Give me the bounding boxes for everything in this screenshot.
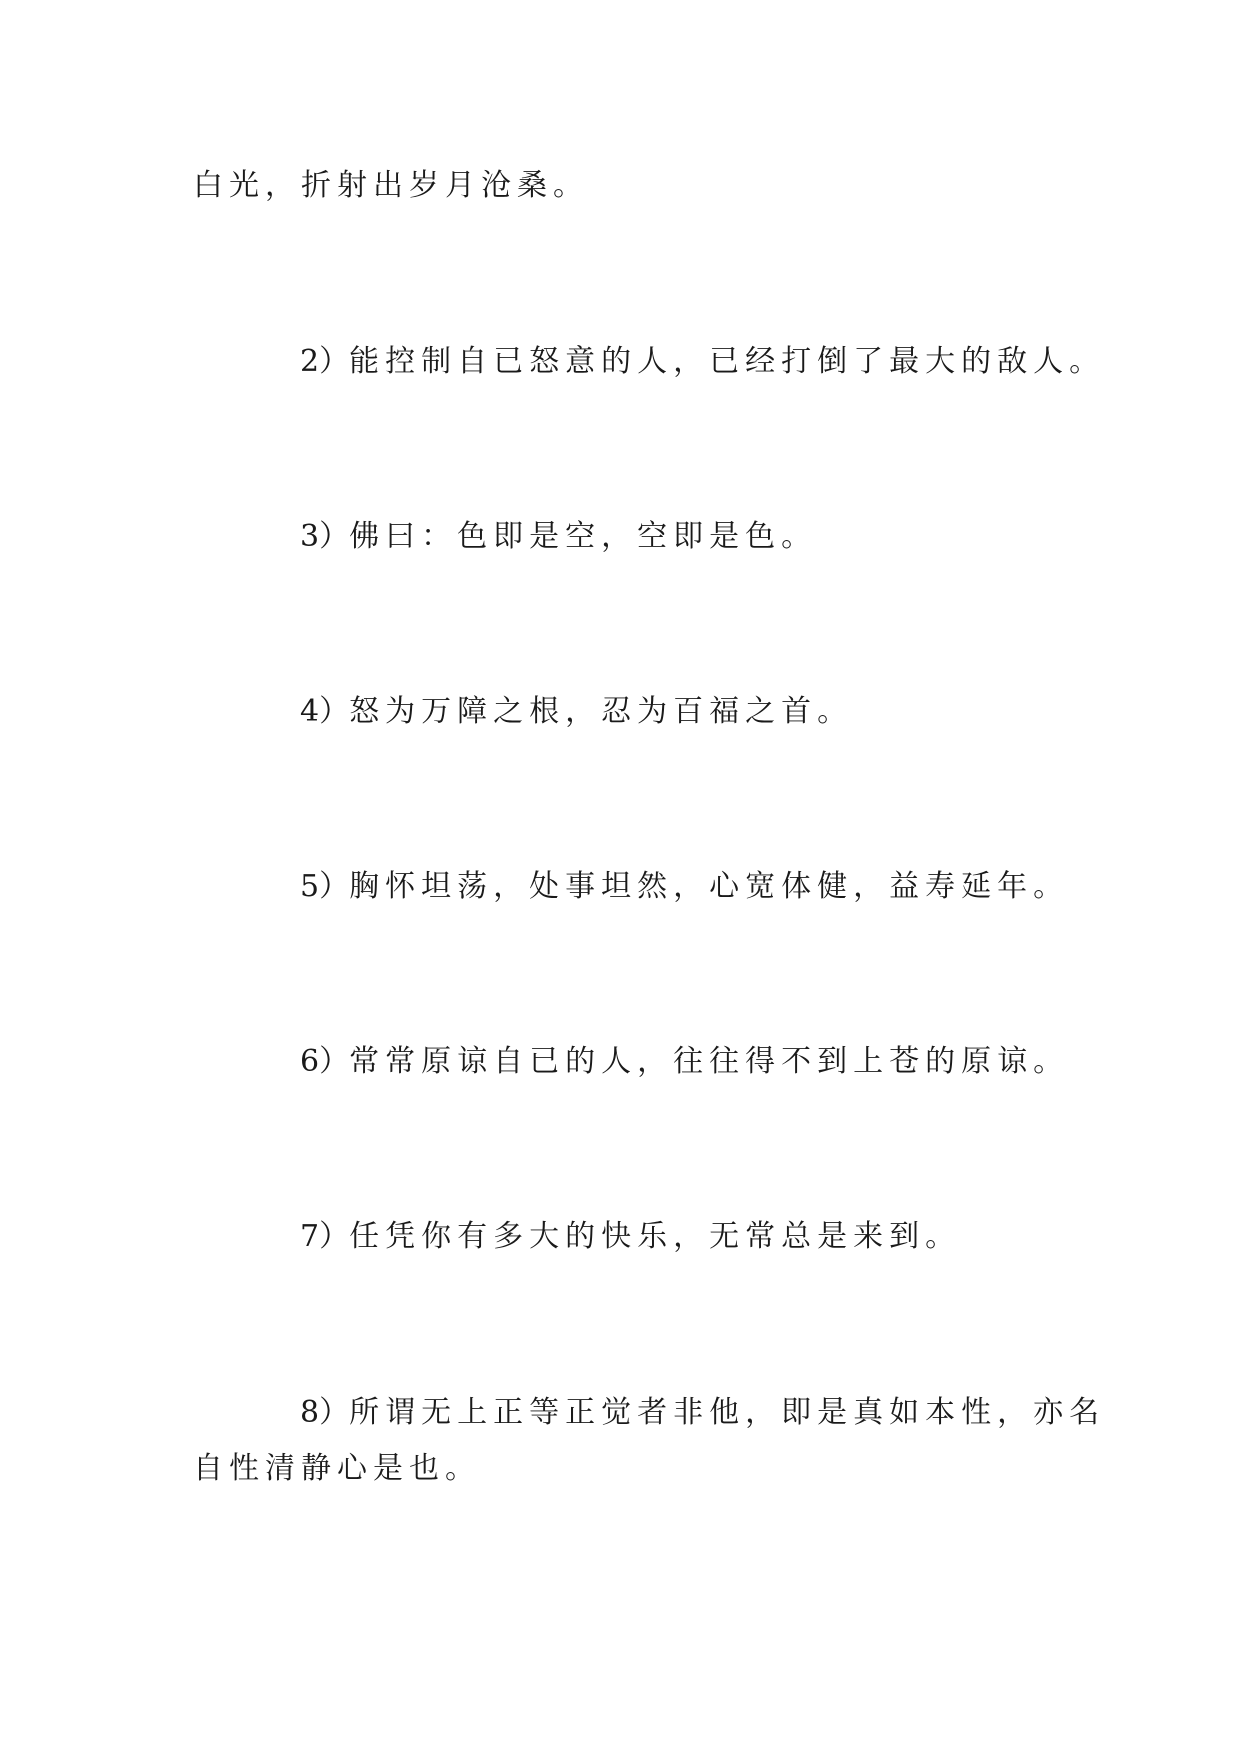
item-number: 6） (300, 1044, 350, 1079)
paragraph-7 (300, 1217, 961, 1257)
paragraph-text: 怒为万障之根，忍为百福之首。 (349, 694, 854, 729)
item-number: 2） (300, 344, 350, 379)
paragraph-5 (300, 867, 1069, 907)
paragraph-text: 所谓无上正等正觉者非他，即是真如本性，亦名 (349, 1395, 1106, 1430)
paragraph-text: 能控制自已怒意的人，已经打倒了最大的敌人。 (349, 344, 1106, 379)
paragraph-text: 常常原谅自已的人，往往得不到上苍的原谅。 (349, 1044, 1070, 1079)
paragraph-text: 佛曰：色即是空，空即是色。 (349, 519, 818, 554)
paragraph-text: 胸怀坦荡，处事坦然，心宽体健，益寿延年。 (349, 869, 1070, 904)
item-number: 5） (300, 869, 350, 904)
paragraph-6 (300, 1042, 1069, 1082)
paragraph-2 (300, 342, 1105, 382)
paragraph-1 (193, 166, 589, 206)
paragraph-text: 白光，折射出岁月沧桑。 (193, 168, 589, 203)
item-number: 7） (300, 1219, 350, 1254)
item-number: 4） (300, 694, 350, 729)
paragraph-3 (300, 517, 817, 557)
paragraph-8 (300, 1393, 1105, 1433)
paragraph-text: 自性清静心是也。 (193, 1451, 481, 1486)
paragraph-text: 任凭你有多大的快乐，无常总是来到。 (349, 1219, 962, 1254)
paragraph-4 (300, 692, 853, 732)
item-number: 8） (300, 1395, 350, 1430)
item-number: 3） (300, 519, 350, 554)
paragraph-8-continuation (193, 1449, 481, 1489)
